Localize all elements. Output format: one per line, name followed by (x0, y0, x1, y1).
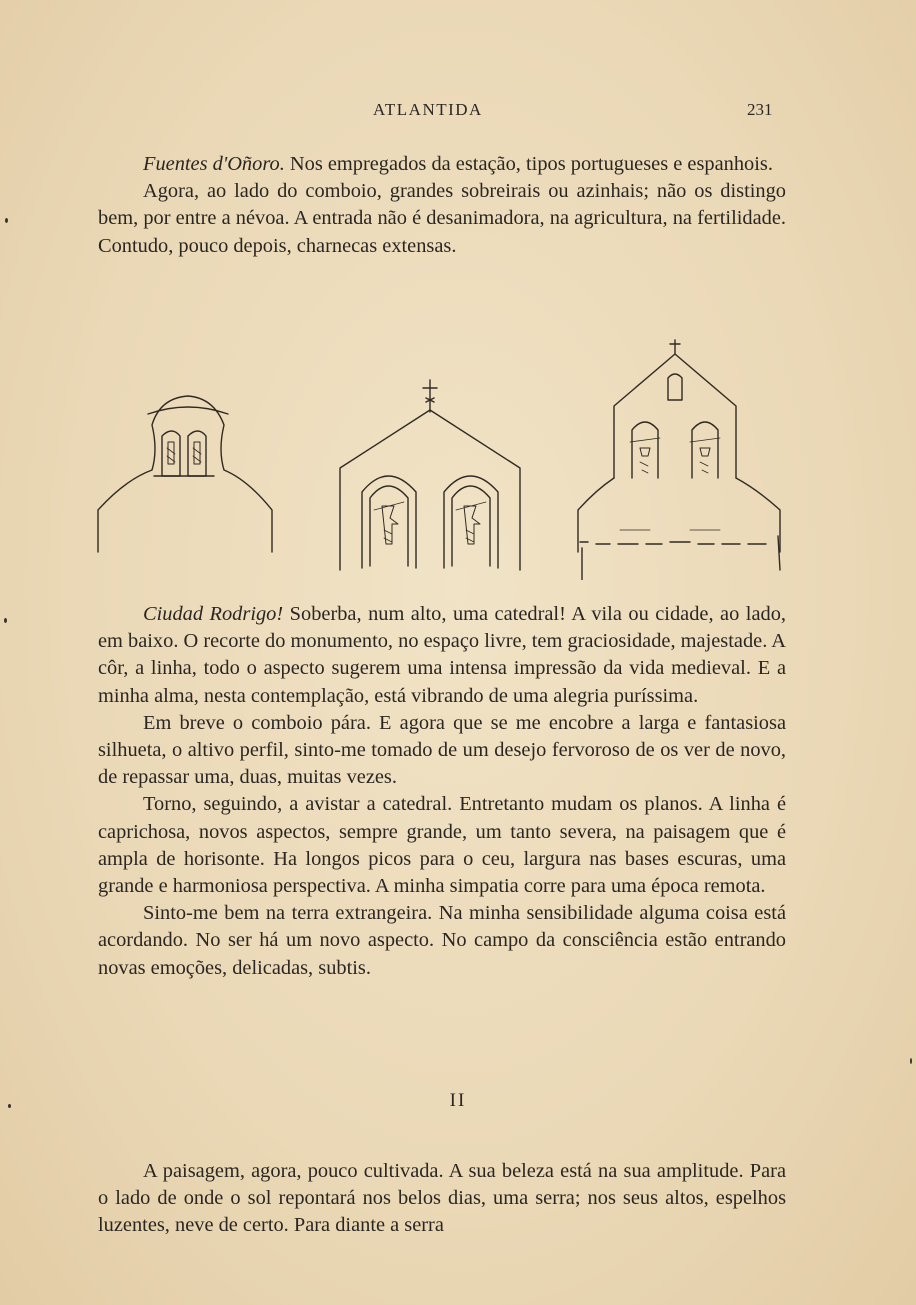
paragraph: Agora, ao lado do comboio, grandes sobreirais ou azinhais; não os distingo bem, por entre a névoa. A entrada não é desanimadora, na agricultura, na fertilidade. Contudo, pouco depois, charnecas extensas. (98, 180, 786, 257)
page-number: 231 (747, 100, 773, 119)
text-block-bottom (98, 1158, 786, 1240)
belfry-with-two-bells-sketch (98, 396, 272, 552)
place-name-italic: Fuentes d'Oñoro. (143, 153, 285, 175)
paper-speck (5, 218, 8, 223)
paragraph: A paisagem, agora, pouco cultivada. A sua beleza está na sua amplitude. Para o lado de onde o sol repontará nos belos dias, uma serra; nos seus altos, espelhos luzentes, neve de certo. Para diante a serra (98, 1160, 786, 1237)
paragraph-text: Soberba, num alto, uma catedral! A vila ou cidade, ao lado, em baixo. O recorte do monumento, no espaço livre, tem graciosidade, majestade. A côr, a linha, todo o aspecto sugerem uma intensa impressão da vida medieval. E a minha alma, nesta contemplação, está vibrando de uma alegria puríssima. (98, 603, 786, 707)
paragraph: Torno, seguindo, a avistar a catedral. Entretanto mudam os planos. A linha é caprichosa, novos aspectos, sempre grande, um tanto severa, na paisagem que é ampla de horisonte. Ha longos picos para o ceu, largura nas bases escuras, uma grande e harmoniosa perspectiva. A minha simpatia corre para uma época remota. (98, 793, 786, 898)
paper-speck (4, 618, 7, 623)
church-with-belfry-sketch (578, 340, 780, 580)
paragraph (98, 151, 786, 178)
running-head (0, 100, 916, 124)
gabled-facade-sketch (340, 380, 520, 570)
text-block-middle (98, 601, 786, 982)
paragraph: Em breve o comboio pára. E agora que se me encobre a larga e fantasiosa silhueta, o altivo perfil, sinto-me tomado de um desejo fervoroso de os ver de novo, de repassar uma, duas, muitas vezes. (98, 711, 786, 789)
paragraph: Sinto-me bem na terra extrangeira. Na minha sensibilidade alguma coisa está acordando. No ser há um novo aspecto. No campo da consciência estão entrando novas emoções, delicadas, subtis. (98, 902, 786, 979)
paper-speck (910, 1058, 912, 1064)
text-block-top (98, 151, 786, 260)
running-head-title: ATLANTIDA (373, 100, 483, 119)
paper-speck (8, 1104, 11, 1108)
sketch-illustration (90, 330, 790, 580)
paragraph-text: Nos empregados da estação, tipos portugueses e espanhois. (284, 153, 773, 175)
section-number: II (449, 1090, 467, 1111)
place-name-italic: Ciudad Rodrigo! (143, 603, 284, 625)
paragraph (98, 601, 786, 710)
architectural-sketches (90, 330, 790, 580)
